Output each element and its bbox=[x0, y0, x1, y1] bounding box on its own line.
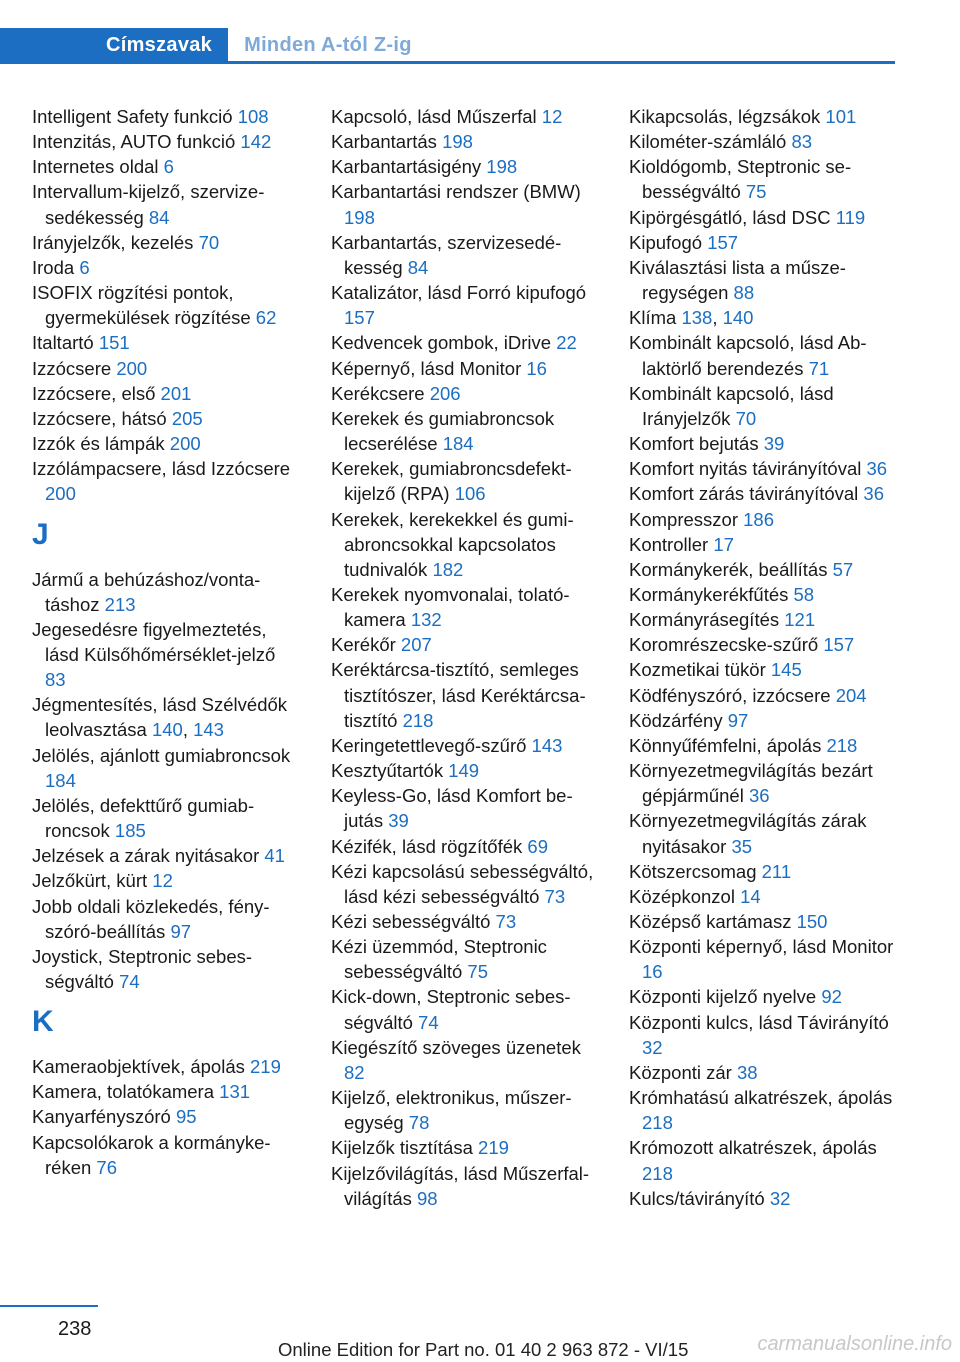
page-link[interactable]: 39 bbox=[763, 433, 785, 455]
page-link[interactable]: 12 bbox=[541, 106, 563, 127]
index-entry bbox=[629, 507, 897, 532]
index-entry bbox=[331, 179, 599, 229]
entry-text: Kapcsolókarok a kormánykeréken bbox=[32, 1131, 271, 1178]
entry-text: Kijelző, elektronikus, műszeregység bbox=[331, 1087, 572, 1134]
entry-text: Kerekek, kerekekkel és gumiabroncsokkal kapcsolatos tudnivalók bbox=[331, 508, 574, 580]
section-letter: J bbox=[32, 517, 49, 551]
page-link[interactable]: 182 bbox=[432, 558, 464, 580]
page-link[interactable]: 69 bbox=[527, 835, 548, 857]
entry-text: Középső kartámasz bbox=[629, 911, 797, 932]
entry-text: Kompresszor bbox=[629, 508, 744, 530]
page-link[interactable]: 36 bbox=[748, 785, 770, 807]
page-link[interactable]: 22 bbox=[556, 332, 577, 354]
page-link[interactable]: 84 bbox=[148, 206, 170, 228]
page-link[interactable]: 88 bbox=[733, 282, 755, 304]
index-entry bbox=[32, 230, 300, 255]
entry-text: Keringetettlevegő-szűrő bbox=[331, 734, 532, 756]
page-link[interactable]: 198 bbox=[442, 131, 473, 153]
index-entry bbox=[629, 205, 897, 230]
entry-text: Jármű a behúzáshoz/vontatáshoz bbox=[32, 568, 261, 615]
entry-text: Kerekek, gumiabroncsdefekt-kijelző (RPA) bbox=[331, 458, 572, 505]
index-entry bbox=[629, 1186, 897, 1211]
index-entry bbox=[32, 456, 300, 506]
index-entry bbox=[331, 330, 599, 355]
entry-text: Jegesedésre figyelmeztetés, lásd Külsőhőmérséklet-jelző bbox=[32, 618, 276, 665]
page-link[interactable]: 78 bbox=[408, 1112, 430, 1134]
index-entry bbox=[32, 104, 300, 129]
index-entry bbox=[331, 733, 599, 758]
index-entry bbox=[629, 884, 897, 909]
index-entry bbox=[629, 657, 897, 682]
page-link[interactable]: 198 bbox=[486, 156, 518, 178]
page-link[interactable]: 138 bbox=[681, 307, 713, 329]
index-entry bbox=[32, 1104, 300, 1129]
entry-text: Keyless-Go, lásd Komfort bejutás bbox=[331, 785, 573, 832]
page-link[interactable]: 211 bbox=[761, 860, 792, 882]
index-entry bbox=[331, 632, 599, 657]
page-link[interactable]: 186 bbox=[743, 508, 774, 530]
page-link[interactable]: 71 bbox=[808, 357, 830, 379]
page-link[interactable]: 32 bbox=[769, 1187, 791, 1209]
entry-text: Intenzitás, AUTO funkció bbox=[32, 131, 241, 153]
entry-text: Központi kijelző nyelve bbox=[629, 986, 822, 1008]
index-entry bbox=[331, 834, 599, 859]
index-entry bbox=[32, 330, 300, 355]
index-entry bbox=[629, 708, 897, 733]
header-rule bbox=[0, 61, 895, 64]
index-entry bbox=[32, 944, 300, 994]
index-entry bbox=[32, 793, 300, 843]
page-link[interactable]: 84 bbox=[407, 256, 429, 278]
page-link[interactable]: 16 bbox=[526, 357, 547, 379]
entry-text: Kameraobjektívek, ápolás bbox=[32, 1056, 251, 1078]
page-link[interactable]: 198 bbox=[344, 206, 375, 228]
entry-text: Kick-down, Steptronic sebességváltó bbox=[331, 986, 571, 1033]
entry-text: Kontroller bbox=[629, 533, 714, 555]
index-entry bbox=[32, 868, 300, 893]
page-link[interactable]: 6 bbox=[163, 156, 174, 178]
entry-text: Jelzőkürt, kürt bbox=[32, 870, 153, 892]
index-entry bbox=[629, 733, 897, 758]
page-link[interactable]: 74 bbox=[418, 1011, 439, 1033]
entry-text: Izzók és lámpák bbox=[32, 433, 170, 455]
page-link[interactable]: 121 bbox=[784, 609, 816, 631]
index-entry bbox=[629, 104, 897, 129]
page-link[interactable]: 157 bbox=[707, 231, 739, 253]
page-link[interactable]: 106 bbox=[454, 483, 486, 505]
entry-text: Kerékőr bbox=[331, 634, 401, 656]
index-entry bbox=[32, 129, 300, 154]
entry-text: Kioldógomb, Steptronic sebességváltó bbox=[629, 156, 852, 203]
index-entry bbox=[331, 859, 599, 909]
index-entry bbox=[331, 356, 599, 381]
entry-text: Jégmentesítés, lásd Szélvédők leolvasztása bbox=[32, 694, 288, 741]
index-entry bbox=[629, 456, 897, 481]
index-column-1 bbox=[32, 104, 300, 1180]
index-entry bbox=[629, 632, 897, 657]
page-link[interactable]: 75 bbox=[467, 961, 488, 983]
page-link[interactable]: 38 bbox=[736, 1061, 758, 1083]
entry-text: Iroda bbox=[32, 256, 80, 278]
page-link[interactable]: 140 bbox=[151, 719, 183, 741]
index-entry bbox=[32, 280, 300, 330]
index-entry bbox=[331, 104, 599, 129]
index-entry bbox=[629, 1085, 897, 1135]
page-link[interactable]: 57 bbox=[832, 558, 854, 580]
entry-text: Jelzések a zárak nyitásakor bbox=[32, 845, 265, 867]
entry-text: Koromrészecske-szűrő bbox=[629, 634, 824, 656]
index-entry bbox=[629, 431, 897, 456]
index-entry bbox=[629, 1060, 897, 1085]
page-link[interactable]: 12 bbox=[152, 870, 173, 892]
page-link[interactable]: 213 bbox=[104, 593, 136, 615]
entry-text: Izzócsere bbox=[32, 357, 117, 379]
index-entry bbox=[629, 330, 897, 380]
index-entry bbox=[32, 179, 300, 229]
index-entry bbox=[331, 406, 599, 456]
index-entry bbox=[629, 683, 897, 708]
page-link[interactable]: 219 bbox=[478, 1137, 509, 1159]
page-link[interactable]: 32 bbox=[642, 1036, 663, 1058]
page-link[interactable]: 101 bbox=[825, 106, 857, 127]
index-entry bbox=[331, 154, 599, 179]
page-link[interactable]: 132 bbox=[410, 609, 442, 631]
entry-text: Kanyarfényszóró bbox=[32, 1106, 176, 1128]
page-link[interactable]: 201 bbox=[160, 382, 192, 404]
entry-text: Középkonzol bbox=[629, 885, 741, 907]
page-link[interactable]: 14 bbox=[740, 885, 761, 907]
entry-text: Izzólámpacsere, lásd Izzócsere bbox=[32, 458, 291, 480]
entry-text: Kormánykerék, beállítás bbox=[629, 558, 833, 580]
section-letter: K bbox=[32, 1005, 54, 1039]
index-entry bbox=[629, 230, 897, 255]
index-entry bbox=[629, 758, 897, 808]
page-link[interactable]: 185 bbox=[114, 820, 146, 842]
edition-line: Online Edition for Part no. 01 40 2 963 872 - VI/15 bbox=[278, 1339, 689, 1360]
page-link[interactable]: 204 bbox=[835, 684, 867, 706]
entry-text: Karbantartásigény bbox=[331, 156, 487, 178]
entry-text: Kipörgésgátló, lásd DSC bbox=[629, 206, 836, 228]
index-entry bbox=[32, 894, 300, 944]
page-link[interactable]: 58 bbox=[793, 583, 815, 605]
page-link[interactable]: 92 bbox=[821, 986, 842, 1008]
index-entry bbox=[629, 381, 897, 431]
index-entry bbox=[331, 129, 599, 154]
page-link[interactable]: 76 bbox=[96, 1156, 117, 1178]
index-entry bbox=[331, 984, 599, 1034]
entry-text: Kipufogó bbox=[629, 231, 708, 253]
page-link[interactable]: 150 bbox=[796, 911, 828, 932]
entry-text: Keréktárcsa-tisztító, semleges tisztítószer, lásd Keréktárcsa-tisztító bbox=[331, 659, 586, 731]
index-entry bbox=[32, 381, 300, 406]
page-link[interactable]: 73 bbox=[544, 885, 566, 907]
entry-text: Kézifék, lásd rögzítőfék bbox=[331, 835, 528, 857]
entry-text: Kijelzők tisztítása bbox=[331, 1137, 479, 1159]
page-link[interactable]: 149 bbox=[448, 760, 480, 782]
page-link[interactable]: 140 bbox=[722, 307, 754, 329]
page-link[interactable]: 218 bbox=[402, 709, 434, 731]
entry-text: Intervallum-kijelző, szervizesedékesség bbox=[32, 181, 265, 228]
page-link[interactable]: 142 bbox=[240, 131, 272, 153]
page-link[interactable]: 83 bbox=[791, 131, 813, 153]
page-link[interactable]: 184 bbox=[442, 433, 474, 455]
page-link[interactable]: 74 bbox=[119, 971, 140, 992]
entry-text: Krómozott alkatrészek, ápolás bbox=[629, 1137, 877, 1159]
page-link[interactable]: 36 bbox=[866, 458, 888, 480]
index-entry bbox=[32, 567, 300, 617]
entry-text: Krómhatású alkatrészek, ápolás bbox=[629, 1087, 893, 1109]
entry-text: Katalizátor, lásd Forró kipufogó bbox=[331, 282, 587, 304]
entry-text: Intelligent Safety funkció bbox=[32, 106, 238, 127]
entry-text: Környezetmegvilágítás zárak nyitásakor bbox=[629, 810, 867, 857]
index-entry bbox=[331, 230, 599, 280]
page-link[interactable]: 218 bbox=[826, 734, 858, 756]
page-link[interactable]: 35 bbox=[731, 835, 753, 857]
page-link[interactable]: 108 bbox=[237, 106, 269, 127]
entry-text: Irányjelzők, kezelés bbox=[32, 231, 199, 253]
entry-text: Kikapcsolás, légzsákok bbox=[629, 106, 826, 127]
index-entry bbox=[331, 582, 599, 632]
page-link[interactable]: 70 bbox=[735, 407, 757, 429]
entry-text: Kormányrásegítés bbox=[629, 609, 785, 631]
index-entry bbox=[32, 743, 300, 793]
index-entry bbox=[32, 255, 300, 280]
entry-text: Központi zár bbox=[629, 1061, 737, 1083]
index-entry bbox=[629, 255, 897, 305]
index-entry bbox=[629, 909, 897, 934]
footer-rule bbox=[0, 1305, 98, 1307]
page-link[interactable]: 62 bbox=[255, 307, 277, 329]
entry-text: Kézi kapcsolású sebességváltó, lásd kézi sebességváltó bbox=[331, 860, 594, 907]
page-link[interactable]: 131 bbox=[219, 1081, 251, 1103]
watermark: carmanualsonline.info bbox=[757, 1333, 952, 1355]
entry-text: Komfort bejutás bbox=[629, 433, 764, 455]
page-link[interactable]: 75 bbox=[745, 181, 767, 203]
index-entry bbox=[629, 934, 897, 984]
entry-text: Könnyűfémfelni, ápolás bbox=[629, 734, 827, 756]
page-link[interactable]: 219 bbox=[250, 1056, 281, 1078]
entry-text: Környezetmegvilágítás bezárt gépjárműnél bbox=[629, 760, 873, 807]
entry-text: Kedvencek gombok, iDrive bbox=[331, 332, 557, 354]
page-link[interactable]: 205 bbox=[171, 407, 203, 429]
entry-text: Komfort zárás távirányítóval bbox=[629, 483, 864, 505]
index-entry bbox=[629, 859, 897, 884]
page-link[interactable]: 98 bbox=[417, 1187, 438, 1209]
index-entry bbox=[32, 1079, 300, 1104]
tab-keywords[interactable]: Címszavak bbox=[0, 28, 228, 62]
page-link[interactable]: 119 bbox=[835, 206, 866, 228]
page-number: 238 bbox=[58, 1318, 92, 1340]
index-entry: Klíma 138, 140 bbox=[629, 307, 754, 329]
entry-text: Kijelzővilágítás, lásd Műszerfal-világítás bbox=[331, 1162, 590, 1209]
page-link[interactable]: 17 bbox=[713, 533, 734, 555]
page-link[interactable]: 218 bbox=[642, 1112, 673, 1134]
page-link[interactable]: 151 bbox=[98, 332, 130, 354]
entry-text: Kézi sebességváltó bbox=[331, 911, 496, 932]
entry-text: Kilométer-számláló bbox=[629, 131, 792, 153]
index-entry bbox=[331, 1161, 599, 1211]
index-entry bbox=[629, 481, 897, 506]
entry-text: Ködfényszóró, izzócsere bbox=[629, 684, 836, 706]
index-entry bbox=[331, 657, 599, 732]
index-entry bbox=[629, 532, 897, 557]
entry-text: Kiegészítő szöveges üzenetek bbox=[331, 1036, 581, 1058]
index-entry bbox=[331, 456, 599, 506]
entry-text: Központi képernyő, lásd Monitor bbox=[629, 936, 894, 958]
entry-text: Joystick, Steptronic sebességváltó bbox=[32, 945, 253, 992]
index-entry bbox=[629, 1010, 897, 1060]
index-entry bbox=[32, 843, 300, 868]
page-link[interactable]: 16 bbox=[642, 961, 663, 983]
index-entry bbox=[629, 129, 897, 154]
header-tabs bbox=[0, 28, 428, 62]
index-entry bbox=[32, 406, 300, 431]
entry-text: Klíma bbox=[629, 307, 682, 329]
index-entry bbox=[331, 507, 599, 582]
tab-a-to-z[interactable]: Minden A-tól Z-ig bbox=[244, 34, 412, 56]
index-entry bbox=[331, 381, 599, 406]
page-link[interactable]: 143 bbox=[193, 719, 224, 741]
entry-text: Jelölés, defekttűrő gumiabroncsok bbox=[32, 794, 255, 842]
entry-text: Karbantartás bbox=[331, 131, 443, 153]
page-link[interactable]: 206 bbox=[429, 382, 461, 404]
entry-text: Komfort nyitás távirányítóval bbox=[629, 458, 867, 480]
page-link[interactable]: 97 bbox=[170, 920, 192, 942]
page-link[interactable]: 41 bbox=[264, 845, 285, 867]
entry-text: Kerekek nyomvonalai, tolatókamera bbox=[331, 583, 570, 631]
entry-text: Kiválasztási lista a műszeregységen bbox=[629, 256, 846, 304]
page-link[interactable]: 6 bbox=[79, 256, 90, 278]
index-entry bbox=[629, 582, 897, 607]
entry-text: Karbantartás, szervizesedékesség bbox=[331, 231, 562, 278]
index-entry bbox=[331, 1035, 599, 1085]
index-column-2 bbox=[331, 104, 599, 1211]
index-entry bbox=[629, 607, 897, 632]
entry-text: Kapcsoló, lásd Műszerfal bbox=[331, 106, 542, 127]
entry-text: Izzócsere, első bbox=[32, 382, 161, 404]
index-entry: Jégmentesítés, lásd Szélvédők leolvasztása 140, 143 bbox=[32, 694, 288, 741]
page-link[interactable]: 184 bbox=[45, 769, 76, 791]
index-entry bbox=[32, 356, 300, 381]
entry-text: Kormánykerékfűtés bbox=[629, 583, 794, 605]
page-link[interactable]: 70 bbox=[198, 231, 220, 253]
entry-text: Központi kulcs, lásd Távirányító bbox=[629, 1011, 889, 1033]
page-link[interactable]: 143 bbox=[531, 734, 563, 756]
entry-text: Kombinált kapcsoló, lásd Ablaktörlő berendezés bbox=[629, 332, 867, 379]
page-link[interactable]: 207 bbox=[400, 634, 432, 656]
index-entry bbox=[629, 557, 897, 582]
index-entry bbox=[32, 617, 300, 692]
entry-text: Italtartó bbox=[32, 332, 99, 354]
index-entry bbox=[32, 431, 300, 456]
index-entry bbox=[331, 909, 599, 934]
entry-text: Kulcs/távirányító bbox=[629, 1187, 770, 1209]
page-link[interactable]: 200 bbox=[45, 483, 76, 505]
entry-text: Karbantartási rendszer (BMW) bbox=[331, 181, 581, 203]
index-entry bbox=[629, 808, 897, 858]
index-entry bbox=[629, 1135, 897, 1185]
page-link[interactable]: 73 bbox=[495, 911, 517, 932]
entry-text: Izzócsere, hátsó bbox=[32, 407, 172, 429]
page-link[interactable]: 200 bbox=[169, 433, 201, 455]
entry-text: Kombinált kapcsoló, lásd Irányjelzők bbox=[629, 382, 834, 429]
entry-text: Internetes oldal bbox=[32, 156, 164, 178]
page-link[interactable]: 218 bbox=[642, 1162, 673, 1184]
index-entry bbox=[331, 1135, 599, 1160]
index-entry bbox=[32, 1054, 300, 1079]
entry-text: Kézi üzemmód, Steptronic sebességváltó bbox=[331, 936, 547, 983]
entry-text: Kesztyűtartók bbox=[331, 760, 449, 782]
index-entry bbox=[331, 783, 599, 833]
entry-text: Kötszercsomag bbox=[629, 860, 762, 882]
entry-text: Kozmetikai tükör bbox=[629, 659, 771, 681]
index-entry bbox=[629, 154, 897, 204]
index-entry bbox=[331, 1085, 599, 1135]
index-entry bbox=[32, 154, 300, 179]
entry-text: Kerékcsere bbox=[331, 382, 430, 404]
index-column-3 bbox=[629, 104, 897, 1211]
index-entry bbox=[331, 758, 599, 783]
entry-text: ISOFIX rögzítési pontok, gyermekülések rögzítése bbox=[32, 282, 256, 329]
entry-text: Ködzárfény bbox=[629, 709, 728, 731]
index-entry bbox=[331, 934, 599, 984]
page-link[interactable]: 200 bbox=[116, 357, 148, 379]
index-entry bbox=[32, 1130, 300, 1180]
index-entry bbox=[629, 984, 897, 1009]
entry-text: Kamera, tolatókamera bbox=[32, 1081, 220, 1103]
page-link[interactable]: 157 bbox=[344, 307, 375, 329]
page-link[interactable]: 39 bbox=[388, 810, 409, 832]
page-link[interactable]: 145 bbox=[770, 659, 802, 681]
page-link[interactable]: 95 bbox=[175, 1106, 197, 1128]
page-link[interactable]: 157 bbox=[823, 634, 855, 656]
page-link[interactable]: 97 bbox=[727, 709, 749, 731]
page-link[interactable]: 82 bbox=[344, 1061, 365, 1083]
entry-text: Jelölés, ajánlott gumiabroncsok bbox=[32, 744, 291, 766]
entry-text: Kerekek és gumiabroncsok lecserélése bbox=[331, 407, 555, 455]
page-link[interactable]: 36 bbox=[863, 483, 884, 505]
page-link[interactable]: 83 bbox=[45, 669, 66, 691]
entry-text: Képernyő, lásd Monitor bbox=[331, 357, 527, 379]
index-entry bbox=[331, 280, 599, 330]
entry-text: Jobb oldali közlekedés, fényszóró-beállítás bbox=[32, 895, 270, 942]
